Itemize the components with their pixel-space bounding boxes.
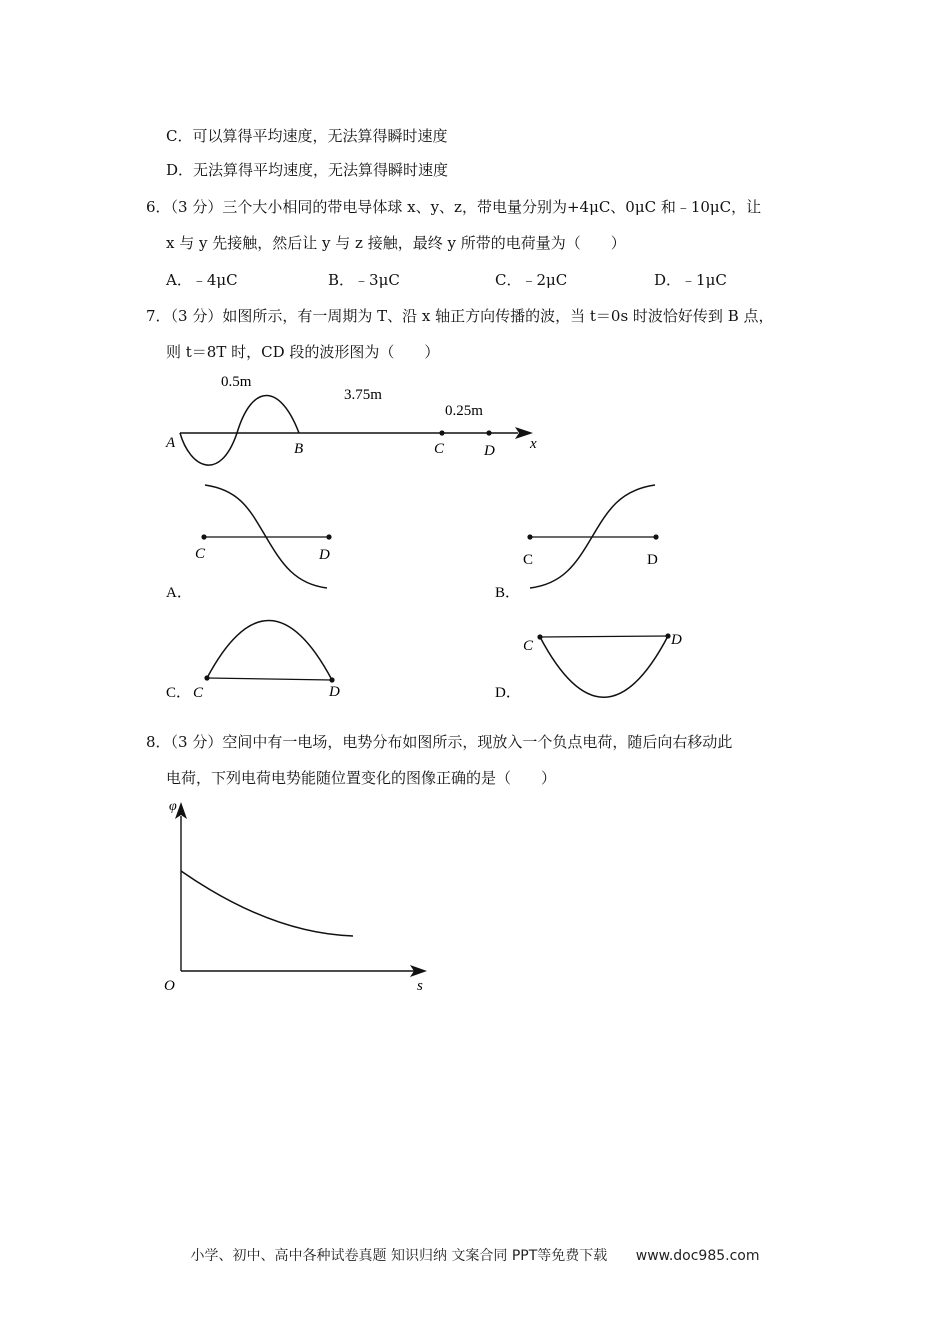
q8-stem-line2: 电荷，下列电荷电势能随位置变化的图像正确的是（ ）	[166, 769, 557, 787]
q8-stem-line1: 8．（3 分）空间中有一电场，电势分布如图所示，现放入一个负点电荷，随后向右移动此	[146, 733, 733, 751]
page-footer	[0, 1245, 950, 1265]
choice-b-point-d: D	[647, 552, 658, 568]
footer-url[interactable]: www.doc985.com	[635, 1248, 760, 1264]
choice-b-point-c: C	[523, 552, 534, 568]
dim-cd-label: 0.25m	[445, 403, 483, 419]
choice-a-point-c: C	[195, 546, 206, 562]
x-axis-label: x	[530, 436, 537, 452]
q6-option-b: B．﹣3μC	[328, 271, 400, 289]
choice-d-point-c: C	[523, 638, 534, 654]
choice-d-figure	[523, 632, 682, 697]
s-axis-label: s	[417, 978, 423, 994]
point-c-dot	[439, 430, 444, 435]
choice-a-figure	[195, 485, 332, 588]
q8-potential-figure	[164, 799, 427, 994]
choice-b-figure	[523, 485, 659, 588]
potential-curve	[181, 871, 353, 936]
phi-axis-label: φ	[169, 799, 177, 814]
choice-b-label: B．	[495, 585, 521, 601]
dim-bc-label: 3.75m	[344, 387, 382, 403]
point-b-label: B	[294, 441, 304, 457]
q7-stem-line1: 7．（3 分）如图所示，有一周期为 T、沿 x 轴正方向传播的波，当 t＝0s 时波恰好传到 B 点，	[146, 307, 774, 325]
choice-d-point-d: D	[671, 632, 682, 648]
q6-option-a: A．﹣4μC	[166, 271, 238, 289]
wave-curve	[180, 396, 299, 466]
choice-c-point-c: C	[193, 685, 204, 701]
q6-option-d: D．﹣1μC	[654, 271, 727, 289]
point-d-dot	[486, 430, 491, 435]
point-a-label: A	[166, 435, 176, 451]
origin-label: O	[164, 978, 175, 994]
footer-text: 小学、初中、高中各种试卷真题 知识归纳 文案合同 PPT等免费下载	[190, 1248, 608, 1264]
q5-option-c: C．可以算得平均速度，无法算得瞬时速度	[166, 127, 448, 145]
q5-option-d: D．无法算得平均速度，无法算得瞬时速度	[166, 161, 449, 179]
q7-stem-line2: 则 t＝8T 时，CD 段的波形图为（ ）	[166, 343, 440, 361]
dim-ab-label: 0.5m	[221, 374, 252, 390]
q6-stem-line2: x 与 y 先接触，然后让 y 与 z 接触，最终 y 所带的电荷量为（ ）	[166, 234, 626, 252]
choice-a-label: A．	[166, 585, 192, 601]
q6-stem-line1: 6．（3 分）三个大小相同的带电导体球 x、y、z，带电量分别为+4μC、0μC 和﹣10μC，让	[146, 198, 762, 216]
point-d-label: D	[484, 443, 495, 459]
choice-c-label: C．	[166, 685, 192, 701]
choice-c-figure	[193, 620, 340, 701]
choice-d-label: D．	[495, 685, 521, 701]
point-c-label: C	[434, 441, 445, 457]
choice-c-point-d: D	[329, 684, 340, 700]
choice-a-point-d: D	[319, 547, 330, 563]
q6-option-c: C．﹣2μC	[495, 271, 568, 289]
